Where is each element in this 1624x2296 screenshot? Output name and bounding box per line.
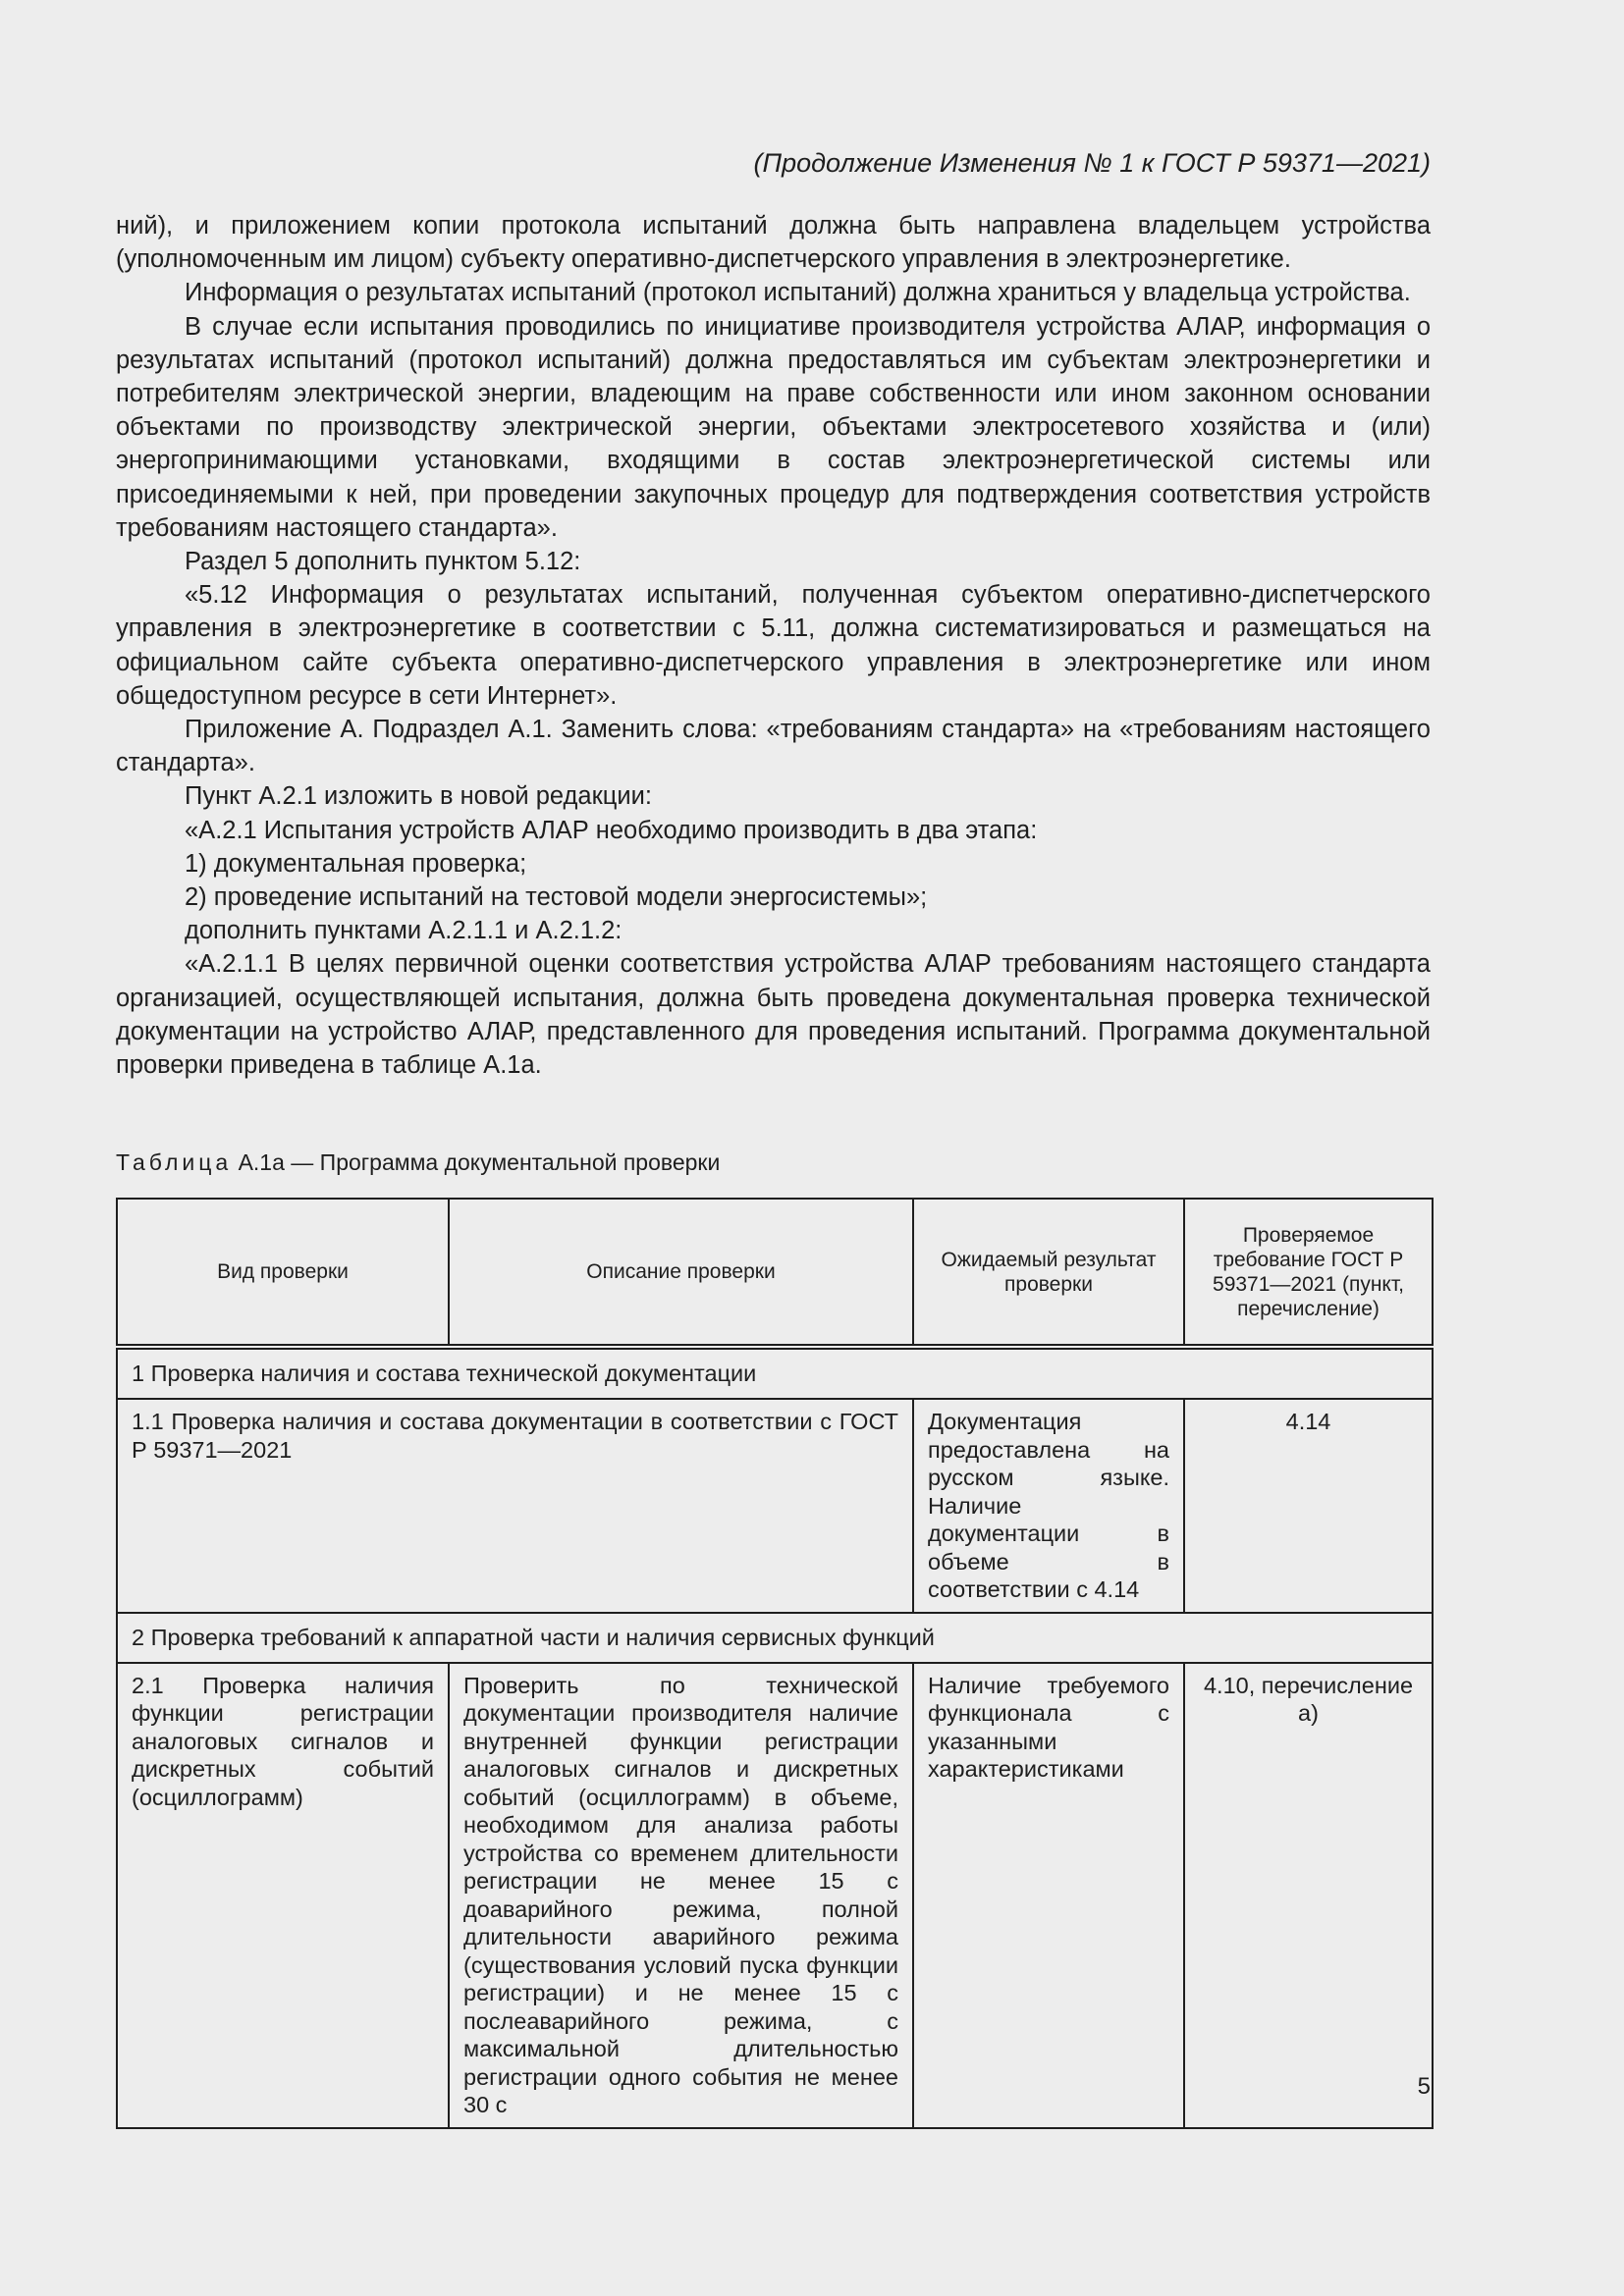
table-row (117, 1399, 1433, 1613)
running-header: (Продолжение Изменения № 1 к ГОСТ Р 59371—2021) (753, 148, 1431, 178)
row-1-check: 1.1 Проверка наличия и состава документации в соответствии с ГОСТ Р 59371—2021 (117, 1399, 913, 1613)
header-expected-result: Ожидаемый результат проверки (913, 1199, 1184, 1347)
header-requirement: Проверяемое требование ГОСТ Р 59371—2021 (пункт, перечисление) (1184, 1199, 1433, 1347)
row-2-check: 2.1 Проверка наличия функции регистрации аналоговых сигналов и дискретных событий (осциллограмм) (117, 1663, 449, 2128)
verification-program-table (116, 1198, 1434, 2129)
table-caption-title: А.1а — Программа документальной проверки (232, 1149, 721, 1175)
row-2-result: Наличие требуемого функционала с указанными характеристиками (913, 1663, 1184, 2128)
row-2-requirement: 4.10, перечисление а) (1184, 1663, 1433, 2128)
header-description: Описание проверки (449, 1199, 913, 1347)
section-2-title: 2 Проверка требований к аппаратной части и наличия сервисных функций (117, 1613, 1433, 1663)
table-caption (116, 1147, 720, 1178)
row-1-requirement: 4.14 (1184, 1399, 1433, 1613)
paragraph-7: Пункт А.2.1 изложить в новой редакции: (185, 782, 652, 811)
row-1-result: Документация предоставлена на русском языке. Наличие документации в объеме в соответствии с 4.14 (913, 1399, 1184, 1613)
table-caption-word: Таблица (116, 1149, 233, 1175)
page-number: 5 (1417, 2073, 1431, 2100)
table-section-row (117, 1613, 1433, 1663)
table-header-row (117, 1199, 1433, 1347)
paragraph-8: «А.2.1 Испытания устройств АЛАР необходимо производить в два этапа: (185, 816, 1038, 844)
paragraph-2: Информация о результатах испытаний (протокол испытаний) должна храниться у владельца устройства. (185, 279, 1411, 307)
table-section-row (117, 1347, 1433, 1399)
paragraph-5: «5.12 Информация о результатах испытаний, полученная субъектом оперативно-диспетчерского управления в электроэнергетике в соответствии с 5.11, должна систематизироваться и размещаться на официальном сайте субъекта оперативно-диспетчерского управления в электроэнергетике или ином общедоступном ресурсе в сети Интернет». (116, 581, 1431, 710)
paragraph-6: Приложение А. Подраздел А.1. Заменить слова: «требованиям стандарта» на «требованиям настоящего стандарта». (116, 716, 1431, 777)
paragraph-11: дополнить пунктами А.2.1.1 и А.2.1.2: (185, 917, 623, 945)
header-check-type: Вид проверки (117, 1199, 449, 1347)
paragraph-12: «А.2.1.1 В целях первичной оценки соответствия устройства АЛАР требованиям настоящего стандарта организацией, осуществляющей испытания, должна быть проведена документальная проверка технической документации на устройство АЛАР, представленного для проведения испытаний. Программа документальной проверки приведена в таблице А.1а. (116, 950, 1431, 1080)
paragraph-10: 2) проведение испытаний на тестовой модели энергосистемы»; (185, 883, 928, 912)
paragraph-3: В случае если испытания проводились по инициативе производителя устройства АЛАР, информация о результатах испытаний (протокол испытаний) должна предоставляться им субъектам электроэнергетики и потребителям электрической энергии, владеющим на праве собственности или ином законном основании объектами по производству электрической энергии, объектами электросетевого хозяйства и (или) энергопринимающими установками, входящими в состав электроэнергетической системы или присоединяемыми к ней, при проведении закупочных процедур для подтверждения соответствия устройств требованиям настоящего стандарта». (116, 312, 1431, 542)
paragraph-9: 1) документальная проверка; (185, 849, 527, 878)
paragraph-1: ний), и приложением копии протокола испытаний должна быть направлена владельцем устройства (уполномоченным им лицом) субъекту оперативно-диспетчерского управления в электроэнергетике. (116, 212, 1431, 274)
row-2-description: Проверить по технической документации производителя наличие внутренней функции регистрации аналоговых сигналов и дискретных событий (осциллограмм) в объеме, необходимом для анализа работы устройства со временем длительности регистрации не менее 15 с доаварийного режима, полной длительности аварийного режима (существования условий пуска функции регистрации) и не менее 15 с послеаварийного режима, с максимальной длительностью регистрации одного события не менее 30 с (449, 1663, 913, 2128)
table-row (117, 1663, 1433, 2128)
paragraph-4: Раздел 5 дополнить пунктом 5.12: (185, 548, 581, 576)
section-1-title: 1 Проверка наличия и состава технической документации (117, 1347, 1433, 1399)
body-text (116, 209, 1431, 1082)
